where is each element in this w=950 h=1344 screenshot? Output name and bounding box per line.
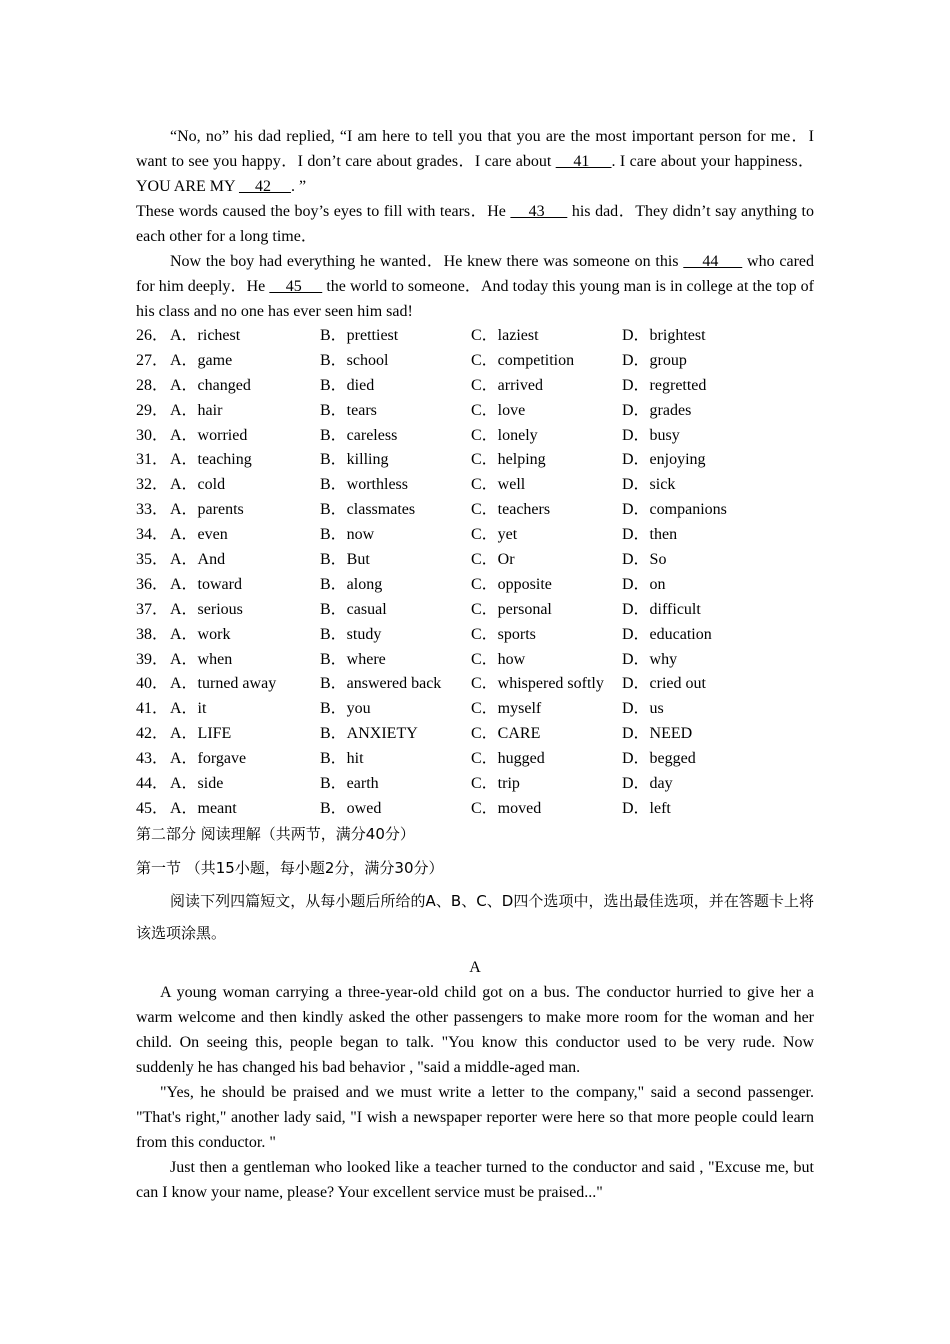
option-b: B．worthless — [320, 476, 409, 494]
option-d: D．companions — [622, 501, 727, 519]
option-a: A．toward — [170, 575, 242, 593]
option-a: A．And — [170, 551, 226, 569]
option-row — [136, 797, 814, 822]
option-c: C．love — [471, 401, 526, 419]
option-row — [136, 648, 814, 673]
option-c: C．hugged — [471, 750, 545, 768]
option-d: D．education — [622, 625, 712, 643]
option-b: B．you — [320, 700, 371, 718]
blank-44: 44 — [683, 253, 743, 270]
option-d: D．then — [622, 526, 678, 544]
option-b: B．classmates — [320, 501, 416, 519]
option-row — [136, 399, 814, 424]
question-number: 43． — [136, 750, 169, 768]
question-number: 42． — [136, 725, 169, 743]
option-d: D．grades — [622, 401, 692, 419]
option-a: A．side — [170, 775, 224, 793]
story-paragraph-3: Just then a gentleman who looked like a teacher turned to the conductor and said , "Excuse me, but can I know your name, please? Your excellent service must be praised..." — [136, 1158, 814, 1201]
option-a: A．turned away — [170, 675, 277, 693]
option-row — [136, 523, 814, 548]
option-a: A．it — [170, 700, 207, 718]
option-c: C．how — [471, 650, 526, 668]
option-d: D．left — [622, 799, 671, 817]
option-c: C．sports — [471, 625, 536, 643]
question-number: 40． — [136, 675, 169, 693]
option-d: D．So — [622, 551, 667, 569]
question-number: 30． — [136, 426, 169, 444]
option-c: C．Or — [471, 551, 515, 569]
option-b: B．careless — [320, 426, 398, 444]
document-body — [136, 124, 814, 1205]
option-b: B．study — [320, 625, 382, 643]
question-number: 29． — [136, 401, 169, 419]
option-row — [136, 349, 814, 374]
option-c: C．laziest — [471, 327, 539, 344]
section-subtitle: 第一节 （共15小题，每小题2分，满分30分） — [136, 858, 444, 877]
text: the world to someone．And today this young man is in college at the top of his class and no one has ever seen him sad! — [136, 278, 814, 320]
question-number: 33． — [136, 501, 169, 519]
option-c: C．arrived — [471, 376, 543, 394]
option-row — [136, 772, 814, 797]
question-number: 27． — [136, 351, 169, 369]
option-a: A．serious — [170, 600, 243, 618]
option-c: C．opposite — [471, 575, 552, 593]
option-b: B．died — [320, 376, 375, 394]
option-row — [136, 697, 814, 722]
option-a: A．work — [170, 625, 231, 643]
option-d: D．group — [622, 351, 687, 369]
option-a: A．richest — [170, 327, 241, 344]
question-number: 41． — [136, 700, 169, 718]
blank-42: 42 — [238, 178, 291, 195]
story-heading: A — [469, 958, 481, 976]
option-row — [136, 573, 814, 598]
option-a: A．when — [170, 650, 233, 668]
option-b: B．ANXIETY — [320, 725, 418, 743]
option-a: A．meant — [170, 799, 237, 817]
blank-45: 45 — [269, 278, 323, 295]
option-row — [136, 747, 814, 772]
option-b: B．But — [320, 551, 370, 569]
option-c: C．CARE — [471, 725, 541, 743]
options-list — [136, 324, 814, 822]
option-c: C．moved — [471, 799, 542, 817]
option-d: D．busy — [622, 426, 680, 444]
option-a: A．changed — [170, 376, 251, 394]
option-row — [136, 548, 814, 573]
option-d: D．cried out — [622, 675, 706, 693]
option-row — [136, 448, 814, 473]
section-instruction: 阅读下列四篇短文，从每小题后所给的A、B、C、D四个选项中，选出最佳选项，并在答题卡上将该选项涂黑。 — [136, 891, 814, 942]
option-d: D．day — [622, 775, 673, 793]
option-b: B．along — [320, 575, 383, 593]
passage-paragraph-2 — [136, 199, 814, 249]
option-b: B．hit — [320, 750, 364, 768]
option-a: A．teaching — [170, 451, 252, 469]
question-number: 35． — [136, 551, 169, 569]
text: Now the boy had everything he wanted．He knew there was someone on this — [170, 253, 684, 270]
option-d: D．us — [622, 700, 664, 718]
option-c: C．competition — [471, 351, 575, 369]
text: . ” — [290, 178, 307, 195]
text: “No, no” his dad replied, “I am here to tell you that you are the most important person for me．I want to see you happy．I don’t care about grades．I care about — [136, 128, 814, 170]
text: who cared for him deeply．He — [136, 253, 815, 295]
question-number: 38． — [136, 625, 169, 643]
question-number: 44． — [136, 775, 169, 793]
question-number: 26． — [136, 327, 169, 344]
option-c: C．trip — [471, 775, 520, 793]
option-row — [136, 374, 814, 399]
blank-43: 43 — [510, 203, 568, 220]
question-number: 45． — [136, 799, 169, 817]
option-d: D．difficult — [622, 600, 701, 618]
option-d: D．regretted — [622, 376, 707, 394]
option-d: D．on — [622, 575, 666, 593]
option-a: A．parents — [170, 501, 244, 519]
question-number: 28． — [136, 376, 169, 394]
option-row — [136, 623, 814, 648]
option-c: C．lonely — [471, 426, 538, 444]
option-b: B．school — [320, 351, 389, 369]
story-paragraph-2: "Yes, he should be praised and we must write a letter to the company," said a second passenger. "That's right," another lady said, "I wish a newspaper reporter were here so that more people could learn from this conductor. " — [136, 1083, 814, 1151]
option-d: D．NEED — [622, 725, 693, 743]
question-number: 34． — [136, 526, 169, 544]
option-a: A．worried — [170, 426, 248, 444]
option-a: A．even — [170, 526, 228, 544]
question-number: 36． — [136, 575, 169, 593]
option-b: B．tears — [320, 401, 377, 419]
option-c: C．yet — [471, 526, 518, 544]
question-number: 31． — [136, 451, 169, 469]
question-number: 32． — [136, 476, 169, 494]
option-b: B．prettiest — [320, 327, 399, 344]
option-b: B．casual — [320, 600, 387, 618]
option-row — [136, 473, 814, 498]
option-row — [136, 498, 814, 523]
section-part-title: 第二部分 阅读理解（共两节，满分40分） — [136, 824, 415, 843]
question-number: 39． — [136, 650, 169, 668]
option-c: C．myself — [471, 700, 542, 718]
option-d: D．sick — [622, 476, 676, 494]
option-b: B．killing — [320, 451, 389, 469]
option-a: A．hair — [170, 401, 223, 419]
option-a: A．cold — [170, 476, 226, 494]
option-d: D．why — [622, 650, 678, 668]
option-a: A．LIFE — [170, 725, 232, 743]
option-b: B．where — [320, 650, 386, 668]
option-c: C．personal — [471, 600, 552, 618]
option-b: B．answered back — [320, 675, 442, 693]
option-d: D．enjoying — [622, 451, 706, 469]
option-c: C．helping — [471, 451, 546, 469]
option-c: C．teachers — [471, 501, 551, 519]
passage-paragraph-1 — [136, 124, 814, 199]
option-b: B．earth — [320, 775, 379, 793]
text: These words caused the boy’s eyes to fill with tears．He — [136, 203, 511, 220]
option-row — [136, 598, 814, 623]
text: . I care about your happiness．YOU ARE MY — [136, 153, 814, 195]
option-b: B．owed — [320, 799, 382, 817]
question-number: 37． — [136, 600, 169, 618]
option-row — [136, 324, 814, 349]
option-d: D．begged — [622, 750, 696, 768]
text: his dad．They didn’t say anything to each other for a long time． — [136, 203, 814, 245]
option-d: D．brightest — [622, 327, 706, 344]
option-a: A．game — [170, 351, 233, 369]
passage-paragraph-3 — [136, 249, 814, 324]
option-row — [136, 424, 814, 449]
option-row — [136, 672, 814, 697]
option-b: B．now — [320, 526, 375, 544]
option-row — [136, 722, 814, 747]
option-a: A．forgave — [170, 750, 247, 768]
blank-41: 41 — [555, 153, 612, 170]
story-paragraph-1: A young woman carrying a three-year-old child got on a bus. The conductor hurried to give her a warm welcome and then kindly asked the other passengers to make more room for the woman and her child. On seeing this, people began to talk. "You know this conductor used to be very rude. Now suddenly he has changed his bad behavior , "said a middle-aged man. — [136, 983, 814, 1076]
option-c: C．well — [471, 476, 526, 494]
option-c: C．whispered softly — [471, 675, 604, 693]
